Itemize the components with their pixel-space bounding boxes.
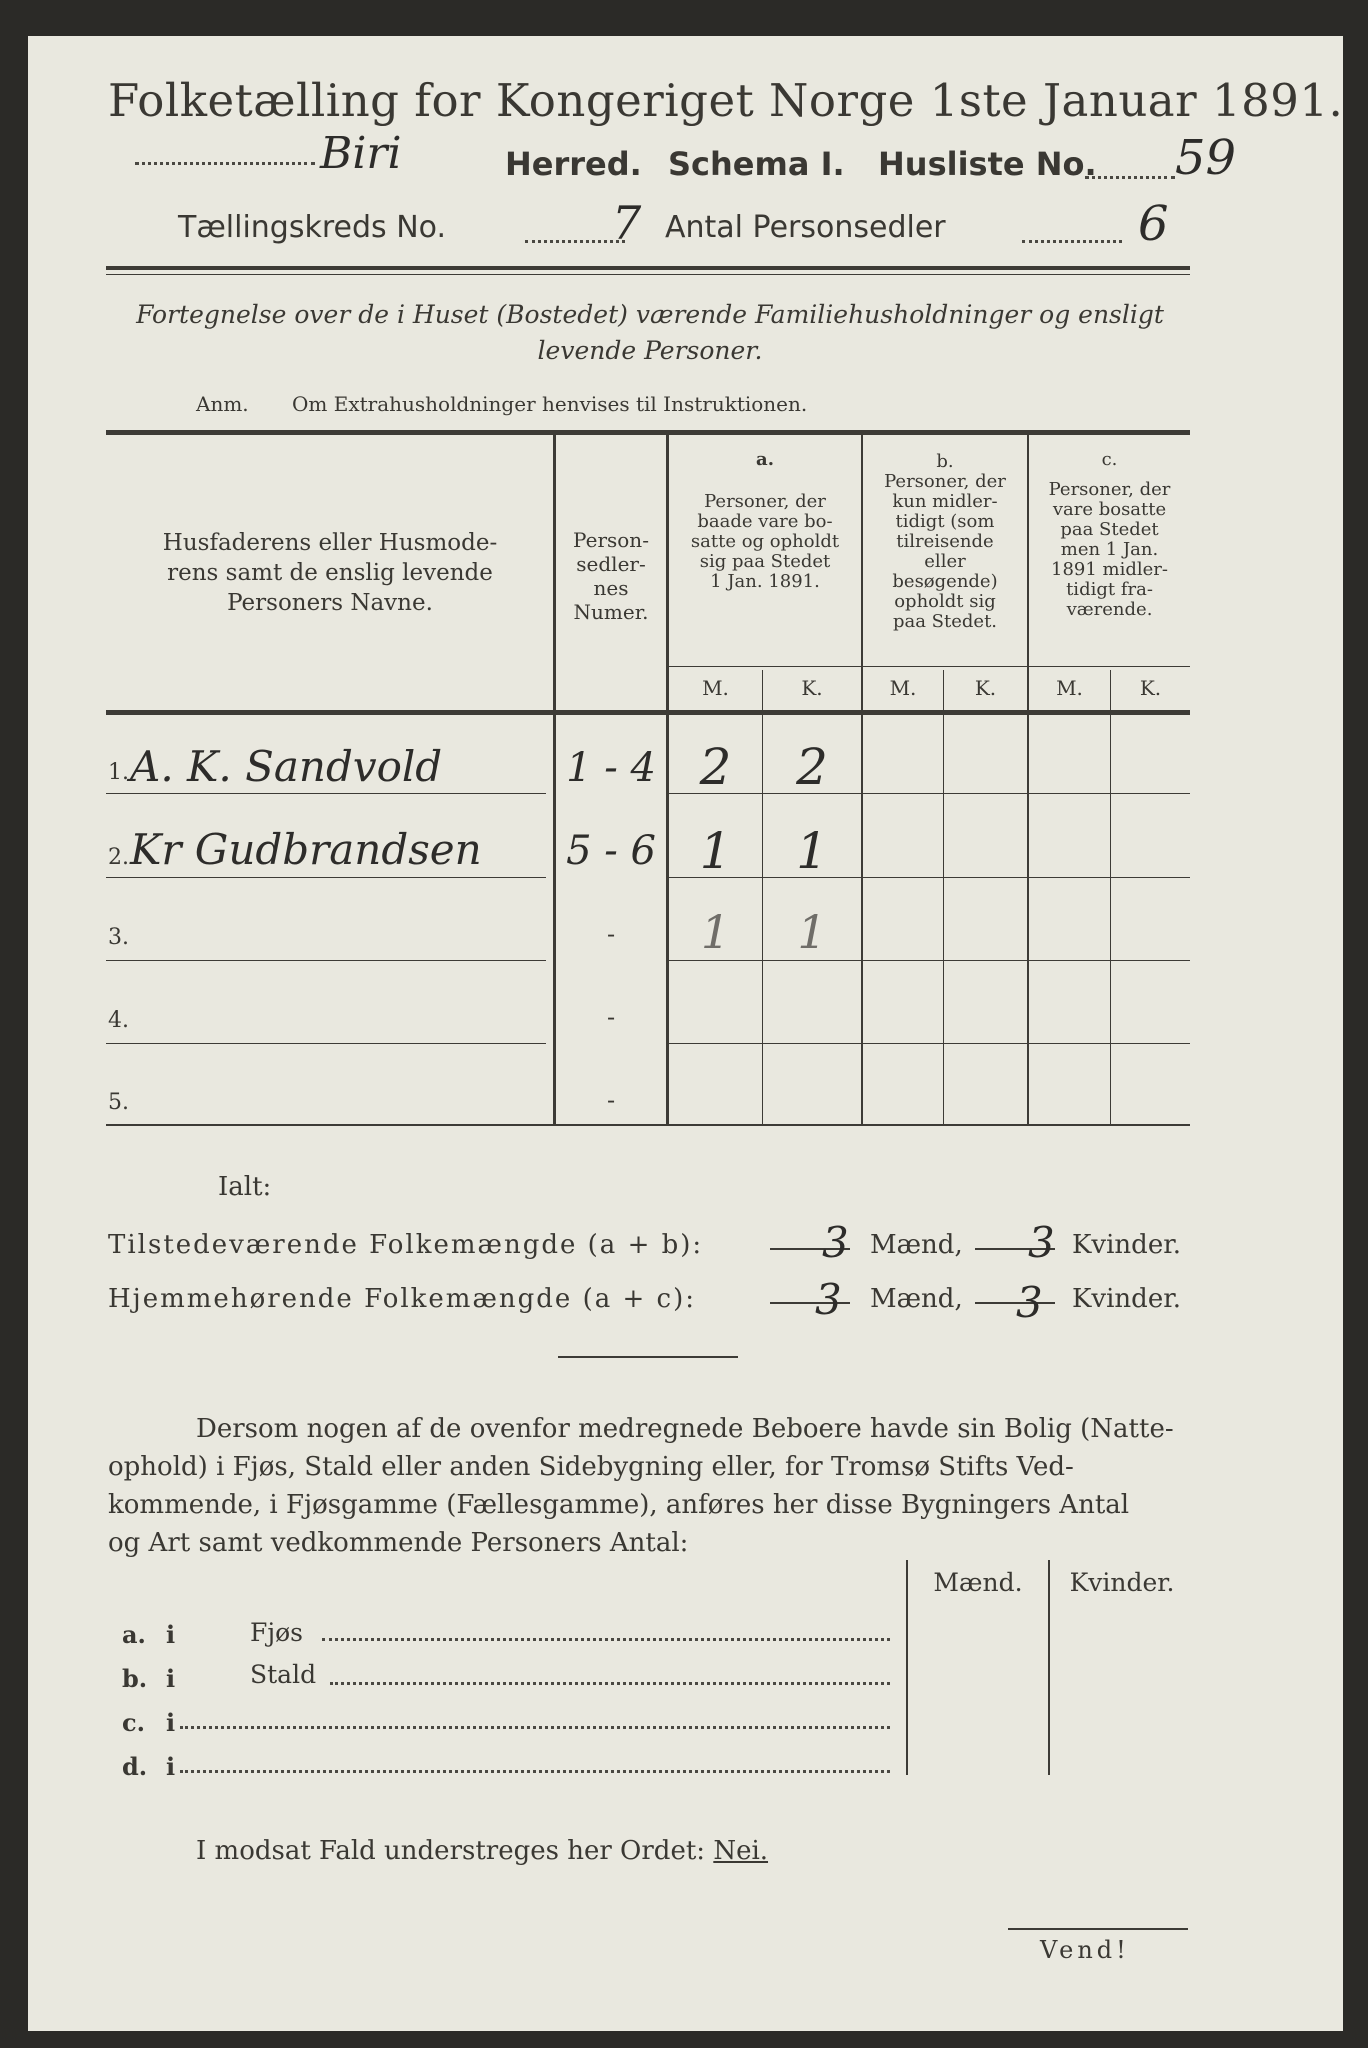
row-2-name-rule	[106, 877, 546, 878]
hjem-label: Hjemmehørende Folkemængde (a + c):	[108, 1284, 696, 1314]
col-divider-b-mk	[943, 670, 944, 1124]
col-c-text-1: Personer, der	[1048, 479, 1171, 500]
tilst-kvinder-label: Kvinder.	[1072, 1230, 1182, 1260]
col-a-text-4: sig paa Stedet	[699, 551, 831, 572]
building-row-a-label: Fjøs	[250, 1618, 303, 1647]
row-4-name-rule	[106, 1043, 546, 1044]
hjem-kvinder-label: Kvinder.	[1072, 1284, 1182, 1314]
row-3-a-m: 1	[700, 905, 731, 959]
col-c-letter: c.	[1101, 449, 1118, 470]
row-3-number: 3.	[108, 925, 129, 950]
row-3-name-rule	[106, 960, 546, 961]
row-2-a-m: 1	[699, 822, 732, 880]
buildings-para-line-3: kommende, i Fjøsgamme (Fællesgamme), anføres her disse Bygningers Antal	[108, 1490, 1130, 1520]
col-c-text-4: men 1 Jan.	[1060, 539, 1159, 560]
buildings-para-line-2: ophold) i Fjøs, Stald eller anden Sidebygning eller, for Tromsø Stifts Ved-	[108, 1452, 1074, 1482]
row-2-a-k: 1	[796, 822, 828, 880]
hjem-m-value: 3	[815, 1275, 842, 1324]
building-row-b-label: Stald	[250, 1660, 317, 1689]
col-b-header	[863, 452, 1027, 632]
building-row-a-letter: a.	[122, 1620, 146, 1649]
row-4-persons: -	[606, 1003, 616, 1031]
row-1-a-k: 2	[796, 738, 828, 796]
anm-text: Om Extrahusholdninger henvises til Instruktionen.	[292, 392, 808, 416]
ialt-label: Ialt:	[218, 1172, 272, 1202]
anm-label: Anm.	[196, 392, 249, 416]
antal-label: Antal Personsedler	[665, 210, 946, 245]
col-c-text-6: tidigt fra-	[1066, 579, 1153, 600]
herred-label: Herred.	[505, 145, 642, 183]
row-4-number: 4.	[108, 1008, 129, 1033]
col-b-text-7: opholdt sig	[894, 591, 996, 612]
col-c-text-7: værende.	[1066, 599, 1153, 620]
row-3-count-rule	[669, 960, 1190, 961]
section-divider	[558, 1356, 738, 1358]
row-5-number: 5.	[108, 1090, 129, 1115]
row-4-count-rule	[669, 1043, 1190, 1044]
buildings-para-line-4: og Art samt vedkommende Personers Antal:	[108, 1528, 689, 1558]
husliste-dotted-line	[1085, 176, 1175, 179]
names-header-line-1: Husfaderens eller Husmode-	[162, 530, 498, 556]
col-a-header	[669, 450, 861, 592]
col-a-text-5: 1 Jan. 1891.	[710, 571, 820, 592]
building-row-b-letter: b.	[122, 1664, 148, 1693]
a-k-header: K.	[801, 676, 823, 700]
nei-word: Nei.	[713, 1836, 769, 1866]
col-a-text-2: baade vare bo-	[697, 511, 833, 532]
tilst-maend-label: Mænd,	[870, 1230, 963, 1260]
col-b-letter: b.	[936, 451, 954, 472]
mk-subheader-rule	[666, 666, 1190, 667]
col-b-text-1: Personer, der	[884, 471, 1006, 492]
c-m-header: M.	[1056, 676, 1083, 700]
building-row-c-letter: c.	[122, 1708, 145, 1737]
tilst-label: Tilstedeværende Folkemængde (a + b):	[108, 1230, 704, 1260]
hjem-k-line	[975, 1302, 1055, 1304]
names-header-line-3: Personers Navne.	[227, 590, 433, 616]
col-b-text-6: besøgende)	[892, 571, 998, 592]
col-a-letter: a.	[756, 449, 774, 470]
num-header-line-3: nes	[593, 576, 629, 600]
buildings-kvinder-header: Kvinder.	[1069, 1568, 1175, 1597]
herred-dotted-line	[135, 162, 315, 165]
hjem-maend-label: Mænd,	[870, 1284, 963, 1314]
col-a-text-1: Personer, der	[704, 491, 826, 512]
taellingskreds-value: 7	[612, 196, 642, 250]
antal-dotted-line	[1022, 240, 1122, 243]
vend-rule	[1008, 1928, 1188, 1930]
col-c-text-3: paa Stedet	[1060, 519, 1159, 540]
num-header-line-4: Numer.	[573, 600, 649, 624]
row-1-name-rule	[106, 793, 546, 794]
row-1-persons: 1 - 4	[566, 745, 656, 791]
building-row-d-dots	[180, 1770, 890, 1773]
table-bottom-rule	[106, 1124, 1190, 1126]
schema-label: Schema I.	[668, 145, 845, 183]
subtitle-line-2: levende Personer.	[537, 336, 763, 365]
col-c-text-5: 1891 midler-	[1051, 559, 1168, 580]
hjem-k-value: 3	[1016, 1278, 1043, 1327]
tilst-k-value: 3	[1028, 1218, 1055, 1267]
names-header-line-2: rens samt de enslig levende	[167, 560, 493, 586]
row-3-a-k: 1	[797, 905, 827, 959]
herred-value: Biri	[320, 128, 402, 179]
antal-value: 6	[1138, 196, 1169, 252]
building-row-c-i: i	[166, 1708, 176, 1737]
row-2-name: Kr Gudbrandsen	[130, 825, 482, 874]
vend-text: Vend!	[1040, 1936, 1130, 1964]
taellingskreds-dotted-line	[525, 240, 625, 243]
buildings-paragraph	[108, 1410, 1192, 1562]
subtitle-line-1: Fortegnelse over de i Huset (Bostedet) værende Familiehusholdninger og ensligt	[136, 300, 1164, 329]
tilst-m-value: 3	[822, 1218, 849, 1267]
header-rule-thin	[106, 274, 1190, 275]
buildings-para-line-1: Dersom nogen af de ovenfor medregnede Beboere havde sin Bolig (Natte-	[196, 1414, 1174, 1444]
row-2-number: 2.	[108, 845, 129, 870]
row-2-persons: 5 - 6	[566, 828, 656, 874]
b-k-header: K.	[974, 676, 997, 700]
row-5-persons: -	[606, 1086, 616, 1114]
names-column-header	[110, 528, 550, 618]
b-m-header: M.	[889, 676, 917, 700]
row-3-persons: -	[606, 920, 616, 948]
col-b-text-4: tilreisende	[896, 531, 994, 552]
row-1-name: A. K. Sandvold	[130, 742, 443, 791]
building-row-b-dots	[330, 1682, 890, 1685]
buildings-divider-1	[906, 1560, 908, 1775]
building-row-d-letter: d.	[122, 1752, 148, 1781]
num-column-header	[556, 528, 666, 624]
building-row-d-i: i	[166, 1752, 176, 1781]
col-c-text-2: vare bosatte	[1052, 499, 1167, 520]
building-row-a-i: i	[166, 1620, 176, 1649]
col-b-text-2: kun midler-	[892, 491, 998, 512]
col-b-text-8: paa Stedet.	[892, 611, 998, 632]
row-1-a-m: 2	[699, 738, 732, 796]
buildings-maend-header: Mænd.	[933, 1568, 1023, 1597]
taellingskreds-label: Tællingskreds No.	[178, 210, 446, 245]
husliste-value: 59	[1175, 130, 1237, 186]
building-row-a-dots	[322, 1638, 890, 1641]
modsat-text	[196, 1836, 768, 1866]
col-b-text-5: eller	[924, 551, 966, 572]
col-b-text-3: tidigt (som	[895, 511, 995, 532]
c-k-header: K.	[1139, 676, 1162, 700]
building-row-b-i: i	[166, 1664, 176, 1693]
modsat-sentence: I modsat Fald understreges her Ordet:	[196, 1836, 706, 1866]
form-title: Folketælling for Kongeriget Norge 1ste Januar 1891.	[108, 74, 1344, 127]
header-rule-thick	[106, 266, 1190, 270]
num-header-line-1: Person-	[573, 528, 649, 552]
col-divider-c-mk	[1110, 670, 1111, 1124]
col-a-text-3: satte og opholdt	[690, 531, 840, 552]
row-1-number: 1.	[108, 760, 129, 785]
husliste-label: Husliste No.	[878, 145, 1097, 183]
building-row-c-dots	[180, 1726, 890, 1729]
a-m-header: M.	[702, 676, 729, 700]
num-header-line-2: sedler-	[576, 552, 646, 576]
buildings-divider-2	[1048, 1560, 1050, 1775]
col-c-header	[1029, 450, 1190, 620]
